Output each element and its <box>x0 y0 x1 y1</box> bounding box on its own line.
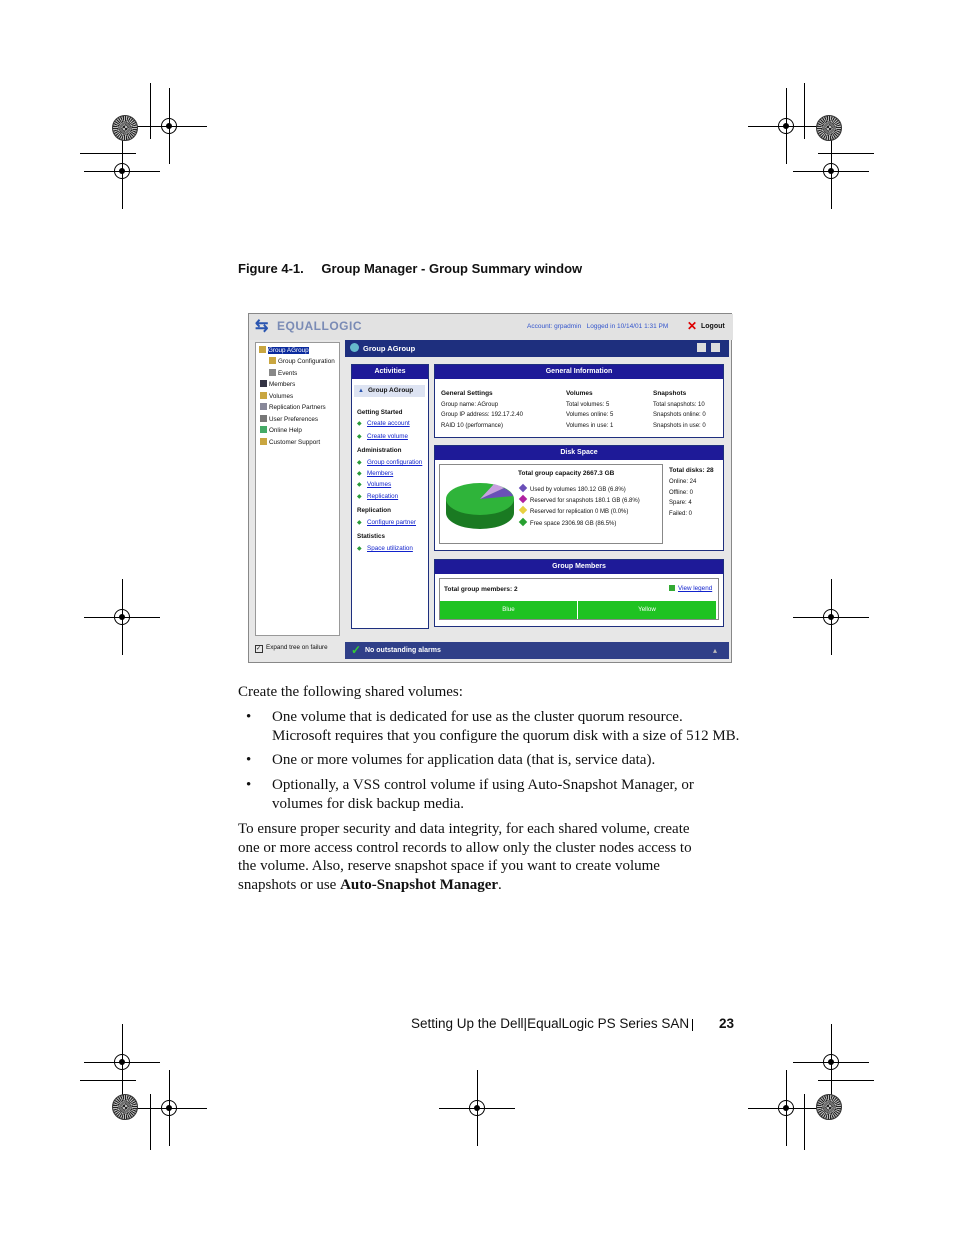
link-configure-partner[interactable]: ◆ Configure partner <box>357 519 416 526</box>
volumes-in-use: Volumes in use: 1 <box>566 422 614 429</box>
bullet-1 <box>272 708 739 745</box>
general-settings-column <box>441 389 523 431</box>
content-header-title: Group AGroup <box>363 344 416 353</box>
figure-title: Group Manager - Group Summary window <box>321 261 583 276</box>
disk-stats <box>669 466 714 520</box>
tree-item-user-preferences[interactable]: User Preferences <box>260 415 318 423</box>
group-icon <box>259 346 266 353</box>
group-members-panel <box>434 559 724 627</box>
bullet-2-line: One or more volumes for application data (that is, service data). <box>272 752 656 768</box>
group-status-icon <box>350 343 359 352</box>
paragraph-end: . <box>498 876 502 893</box>
link-create-account[interactable]: ◆ Create account <box>357 420 410 427</box>
logout-button[interactable]: Logout <box>701 323 725 330</box>
group-ip: Group IP address: 192.17.2.40 <box>441 412 523 418</box>
bullet-icon: • <box>246 709 252 725</box>
total-capacity: Total group capacity 2667.3 GB <box>518 470 615 477</box>
expand-alarms-icon[interactable]: ▴ <box>713 646 718 655</box>
volumes-icon <box>260 392 267 399</box>
bullet-3 <box>272 776 694 813</box>
tree-item-customer-support[interactable]: Customer Support <box>260 438 320 446</box>
activities-heading: Administration <box>357 447 402 454</box>
tree-item-group-configuration[interactable]: Group Configuration <box>269 357 335 365</box>
link-replication[interactable]: ◆ Replication <box>357 493 398 500</box>
events-icon <box>269 369 276 376</box>
login-time: Logged in 10/14/01 1:31 PM <box>586 323 669 330</box>
link-group-configuration[interactable]: ◆ Group configuration <box>357 459 422 466</box>
activities-group-item[interactable]: ▲ Group AGroup <box>354 385 425 397</box>
paragraph-line: one or more access control records to allow only the cluster nodes access to <box>238 839 692 856</box>
legend-diamond-icon <box>519 518 527 526</box>
alarm-bar <box>345 642 729 659</box>
link-members[interactable]: ◆ Members <box>357 470 393 477</box>
color-rosette <box>112 1094 138 1120</box>
disks-offline: Offline: 0 <box>669 489 693 496</box>
logout-icon[interactable]: ✕ <box>687 319 698 333</box>
legend-used: Used by volumes 180.12 GB (6.8%) <box>520 485 626 493</box>
configuration-icon <box>269 357 276 364</box>
crop-line <box>150 1094 151 1150</box>
figure-caption <box>238 261 582 276</box>
page-number: 23 <box>719 1016 735 1031</box>
activities-title: Activities <box>352 365 428 379</box>
running-title: Setting Up the Dell|EqualLogic PS Series SAN <box>411 1016 690 1031</box>
legend-diamond-icon <box>519 495 527 503</box>
bullet-icon: • <box>246 777 252 793</box>
crop-line <box>804 1094 805 1150</box>
app-logo: EQUALLOGIC <box>277 319 362 333</box>
snapshots-column <box>653 389 706 431</box>
check-icon: ✓ <box>351 643 362 657</box>
tree-item-events[interactable]: Events <box>269 369 297 377</box>
crop-line <box>818 1080 874 1081</box>
snapshots-in-use: Snapshots in use: 0 <box>653 422 706 429</box>
bullet-icon: • <box>246 752 252 768</box>
color-rosette <box>112 115 138 141</box>
activities-heading: Statistics <box>357 533 385 540</box>
legend-diamond-icon <box>519 484 527 492</box>
group-members-title: Group Members <box>435 560 723 574</box>
legend-replication: Reserved for replication 0 MB (0.0%) <box>520 507 628 515</box>
crop-line <box>818 153 874 154</box>
preferences-icon <box>260 415 267 422</box>
general-information-title: General Information <box>435 365 723 379</box>
disk-pie-chart <box>442 469 518 541</box>
bullet-2 <box>272 751 655 770</box>
crop-line <box>804 83 805 139</box>
activities-panel <box>351 364 429 629</box>
crop-line <box>80 1080 136 1081</box>
paragraph-line: snapshots or use <box>238 876 341 893</box>
legend-snapshots: Reserved for snapshots 180.1 GB (6.8%) <box>520 496 640 504</box>
content-header <box>345 340 729 357</box>
volumes-column <box>566 389 613 431</box>
disks-spare: Spare: 4 <box>669 500 692 507</box>
crop-line <box>80 153 136 154</box>
total-members: Total group members: 2 <box>444 586 518 593</box>
snapshots-online: Snapshots online: 0 <box>653 412 706 418</box>
tree-item-group[interactable]: Group AGroup <box>259 346 309 354</box>
group-manager-screenshot <box>248 313 732 663</box>
figure-number: Figure 4-1. <box>238 261 304 276</box>
support-icon <box>260 438 267 445</box>
legend-free: Free space 2306.98 GB (86.5%) <box>520 519 616 527</box>
top-bar <box>249 314 733 340</box>
disk-space-title: Disk Space <box>435 446 723 460</box>
snapshots-heading: Snapshots <box>653 390 687 397</box>
link-create-volume[interactable]: ◆ Create volume <box>357 433 408 440</box>
alarm-status: No outstanding alarms <box>365 647 441 654</box>
color-rosette <box>816 115 842 141</box>
legend-diamond-icon <box>519 506 527 514</box>
total-snapshots: Total snapshots: 10 <box>653 401 705 408</box>
members-icon <box>260 380 267 387</box>
member-bar-blue[interactable]: Blue <box>440 601 578 619</box>
bullet-1-line: Microsoft requires that you configure the quorum disk with a size of 512 MB. <box>272 727 740 744</box>
link-volumes[interactable]: ◆ Volumes <box>357 481 391 488</box>
tree-item-volumes[interactable]: Volumes <box>260 392 293 400</box>
group-members-box <box>439 578 719 620</box>
paragraph-line: To ensure proper security and data integrity, for each shared volume, create <box>238 821 690 837</box>
raid-level: RAID 10 (performance) <box>441 422 504 429</box>
disks-failed: Failed: 0 <box>669 511 693 518</box>
volumes-heading: Volumes <box>566 390 593 397</box>
intro-text: Create the following shared volumes: <box>238 684 463 700</box>
replication-icon <box>260 403 267 410</box>
navigation-tree <box>255 342 340 636</box>
bullet-3-line: Optionally, a VSS control volume if using Auto-Snapshot Manager, or <box>272 777 694 793</box>
refresh-icon[interactable] <box>711 343 720 352</box>
account-label: Account: grpadmin <box>527 323 582 330</box>
activities-heading: Replication <box>357 507 391 514</box>
bullet-3-line: volumes for disk backup media. <box>272 795 465 812</box>
activities-heading: Getting Started <box>357 409 403 416</box>
footer-separator <box>692 1019 693 1031</box>
account-info <box>527 323 668 330</box>
checkbox-checked-icon: ✓ <box>256 646 262 652</box>
tree-item-online-help[interactable]: Online Help <box>260 426 302 434</box>
paragraph-line: the volume. Also, reserve snapshot space if you want to create volume <box>238 858 660 875</box>
color-rosette <box>816 1094 842 1120</box>
link-space-utilization[interactable]: ◆ Space utilization <box>357 545 413 552</box>
help-icon <box>260 426 267 433</box>
view-legend-link[interactable]: View legend <box>669 585 712 592</box>
tree-item-replication-partners[interactable]: Replication Partners <box>260 403 326 411</box>
general-settings-heading: General Settings <box>441 390 493 397</box>
legend-icon <box>669 585 675 591</box>
print-icon[interactable] <box>697 343 706 352</box>
auto-snapshot-manager-term: Auto-Snapshot Manager <box>340 876 499 893</box>
security-paragraph <box>238 820 692 894</box>
tree-item-members[interactable]: Members <box>260 380 295 388</box>
disks-online: Online: 24 <box>669 478 697 485</box>
total-volumes: Total volumes: 5 <box>566 401 610 408</box>
general-information-panel <box>434 364 724 438</box>
equallogic-logo-icon: ⇆ <box>255 318 269 335</box>
bullet-1-line: One volume that is dedicated for use as the cluster quorum resource. <box>272 709 683 725</box>
disk-space-chart-box <box>439 464 663 544</box>
crop-line <box>150 83 151 139</box>
group-name: Group name: AGroup <box>441 401 499 408</box>
total-disks: Total disks: 28 <box>669 467 714 474</box>
expand-tree-checkbox[interactable]: ✓ Expand tree on failure <box>256 644 328 652</box>
member-bar-yellow[interactable]: Yellow <box>578 601 717 619</box>
disk-space-panel <box>434 445 724 551</box>
volumes-online: Volumes online: 5 <box>566 412 614 418</box>
